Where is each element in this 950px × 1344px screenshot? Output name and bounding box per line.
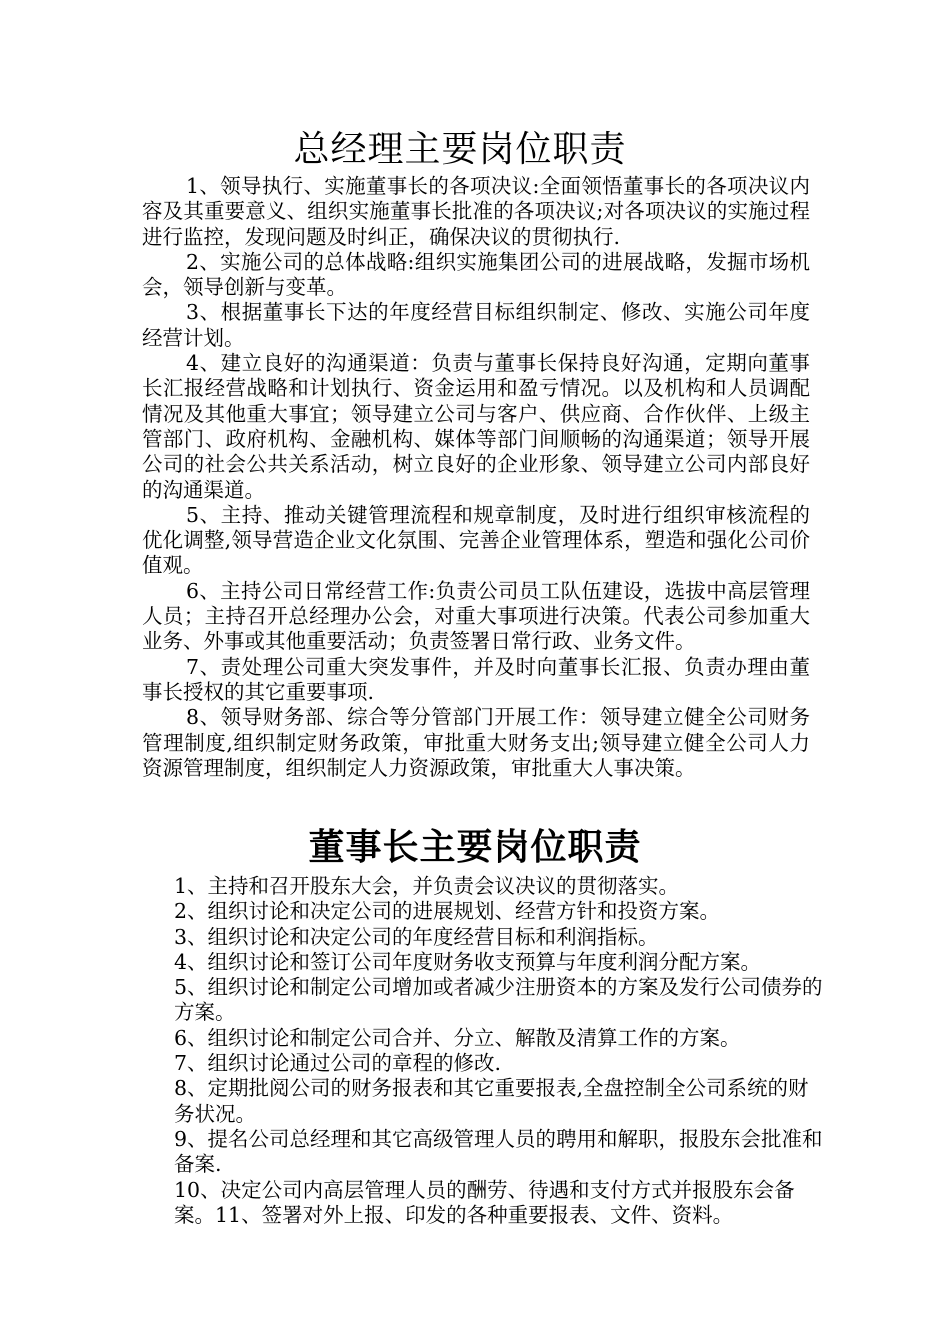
gm-duty-paragraph: 2、实施公司的总体战略:组织实施集团公司的进展战略，发掘市场机会，领导创新与变革。 — [142, 249, 810, 300]
chairman-duty-item: 10、决定公司内高层管理人员的酬劳、待遇和支付方式并报股东会备案。11、签署对外上报、印发的各种重要报表、文件、资料。 — [174, 1177, 795, 1227]
chairman-duty-item: 8、定期批阅公司的财务报表和其它重要报表,全盘控制全公司系统的财务状况。 — [174, 1076, 809, 1126]
chairman-duty-item: 2、组织讨论和决定公司的进展规划、经营方针和投资方案。 — [174, 899, 721, 924]
gm-duty-paragraph: 5、主持、推动关键管理流程和规章制度，及时进行组织审核流程的优化调整,领导营造企业文化氛围、完善企业管理体系，塑造和强化公司价值观。 — [142, 502, 810, 578]
chairman-duty-item: 6、组织讨论和制定公司合并、分立、解散及清算工作的方案。 — [174, 1025, 741, 1050]
chairman-duties-title: 董事长主要岗位职责 — [308, 826, 642, 868]
chairman-duty-item: 5、组织讨论和制定公司增加或者减少注册资本的方案及发行公司债券的方案。 — [174, 975, 823, 1025]
chairman-duty-item: 7、组织讨论通过公司的章程的修改. — [174, 1051, 502, 1076]
chairman-duty-item: 9、提名公司总经理和其它高级管理人员的聘用和解职，报股东会批准和备案. — [174, 1126, 823, 1177]
gm-duty-paragraph: 6、主持公司日常经营工作:负责公司员工队伍建设，选拔中高层管理人员；主持召开总经理办公会，对重大事项进行决策。代表公司参加重大业务、外事或其他重要活动；负责签署日常行政、业务文件。 — [142, 578, 810, 654]
gm-duties-title: 总经理主要岗位职责 — [293, 129, 627, 170]
gm-duty-paragraph: 7、责处理公司重大突发事件，并及时向董事长汇报、负责办理由董事长授权的其它重要事项. — [142, 654, 810, 704]
gm-duty-paragraph: 1、领导执行、实施董事长的各项决议:全面领悟董事长的各项决议内容及其重要意义、组织实施董事长批准的各项决议;对各项决议的实施过程进行监控，发现问题及时纠正，确保决议的贯彻执行. — [142, 174, 810, 249]
chairman-duty-item: 3、组织讨论和决定公司的年度经营目标和利润指标。 — [174, 924, 659, 949]
chairman-duty-item: 1、主持和召开股东大会，并负责会议决议的贯彻落实。 — [174, 874, 680, 898]
chairman-duty-item: 4、组织讨论和签订公司年度财务收支预算与年度利润分配方案。 — [174, 949, 762, 974]
chairman-duties-section — [174, 874, 824, 1228]
gm-duty-paragraph: 8、领导财务部、综合等分管部门开展工作：领导建立健全公司财务管理制度,组织制定财务政策，审批重大财务支出;领导建立健全公司人力资源管理制度，组织制定人力资源政策，审批重大人事决策。 — [142, 705, 810, 780]
gm-duty-paragraph: 4、建立良好的沟通渠道：负责与董事长保持良好沟通，定期向董事长汇报经营战略和计划执行、资金运用和盈亏情况。以及机构和人员调配情况及其他重大事宜；领导建立公司与客户、供应商、合作伙伴、上级主管部门、政府机构、金融机构、媒体等部门间顺畅的沟通渠道；领导开展公司的社会公共关系活动，树立良好的企业形象、领导建立公司内部良好的沟通渠道。 — [142, 351, 810, 502]
gm-duties-section — [142, 174, 810, 781]
gm-duty-paragraph: 3、根据董事长下达的年度经营目标组织制定、修改、实施公司年度经营计划。 — [142, 300, 810, 350]
